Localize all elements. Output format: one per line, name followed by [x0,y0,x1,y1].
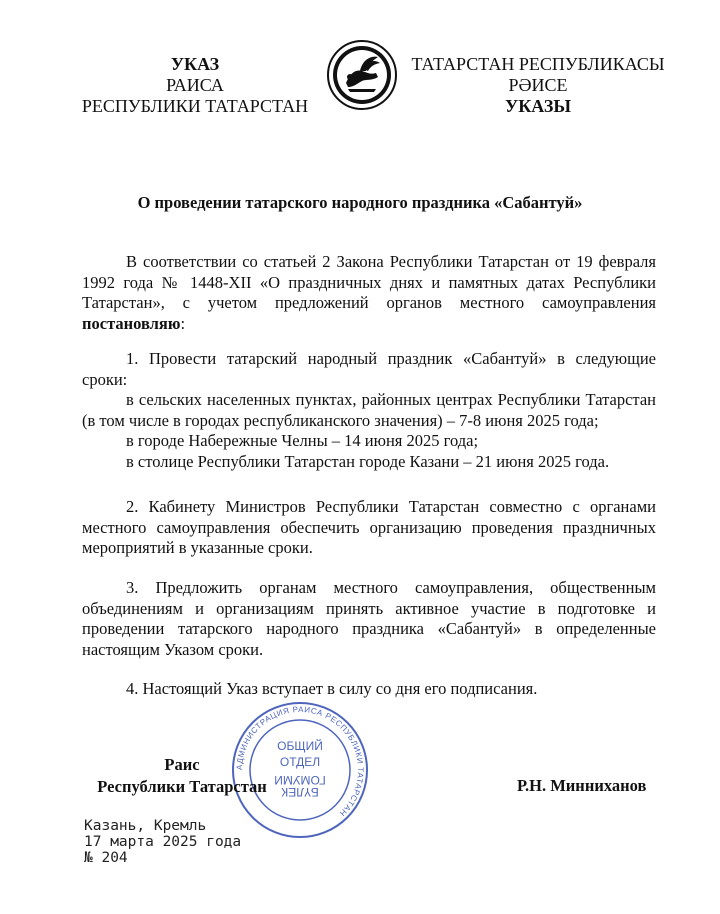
item-1-sub-1: в сельских населенных пунктах, районных центрах Республики Татарстан (в том числе в городах республиканского значения) – 7-8 июня 2025 года; [82,390,656,430]
item-1-lead: 1. Провести татарский народный праздник «Сабантуй» в следующие сроки: [82,349,656,389]
stamp-ring-text: АДМИНИСТРАЦИЯ РАИСА РЕСПУБЛИКИ ТАТАРСТАН [234,704,366,819]
signatory-name: Р.Н. Минниханов [517,776,647,795]
item-3 [82,578,656,660]
tatarstan-emblem-icon [326,39,398,111]
preamble-text: В соответствии со статьей 2 Закона Республики Татарстан от 19 февраля 1992 года № 1448-XII «О праздничных днях и памятных датах Республики Татарстан», с учетом предложений органов местного самоуправления [82,252,656,312]
stamp-line-3: ГОМУМИ [274,773,326,787]
footer-date: 17 марта 2025 года [84,834,242,850]
header-right-tatar [408,54,668,117]
header-right-line-1: ТАТАРСТАН РЕСПУБЛИКАСЫ [411,54,665,74]
decree-title: О проведении татарского народного праздника «Сабантуй» [137,193,583,212]
stamp-line-2: ОТДЕЛ [279,755,321,769]
stamp-line-4: БҮЛЕК [281,785,319,799]
header-left-russian [70,54,320,117]
preamble-tail: : [180,313,186,333]
signatory-position-line-2: Республики Татарстан [97,777,267,796]
stamp-line-1: ОБЩИЙ [277,739,323,753]
preamble-bold: постановляю [82,313,181,333]
header-left-line-3: РЕСПУБЛИКИ ТАТАРСТАН [81,96,309,116]
header-right-line-2: РӘИСЕ [508,75,568,95]
signatory-position-line-1: Раис [164,755,200,774]
item-2 [82,497,656,559]
item-1-sub-2: в городе Набережные Челны – 14 июня 2025 года; [126,431,479,450]
header-left-line-1: УКАЗ [170,54,220,74]
item-4-text: 4. Настоящий Указ вступает в силу со дня его подписания. [126,679,538,698]
signatory-position [82,754,282,798]
item-2-text: 2. Кабинету Министров Республики Татарстан совместно с органами местного самоуправления обеспечить организацию проведения праздничных мероприятий в указанные сроки. [82,497,656,557]
preamble [82,252,656,334]
header-left-line-2: РАИСА [166,75,224,95]
item-3-text: 3. Предложить органам местного самоуправления, общественным объединениям и организациям принять активное участие в подготовке и проведении татарского народного праздника «Сабантуй» в определенные настоящим Указом сроки. [82,578,656,659]
footer-number: № 204 [84,850,128,866]
item-1 [82,349,656,472]
header-right-line-3: УКАЗЫ [505,96,571,116]
footer-place: Казань, Кремль [84,818,207,834]
item-1-sub-3: в столице Республики Татарстан городе Казани – 21 июня 2025 года. [126,451,610,471]
decree-footer [84,818,241,866]
item-4 [82,679,656,700]
